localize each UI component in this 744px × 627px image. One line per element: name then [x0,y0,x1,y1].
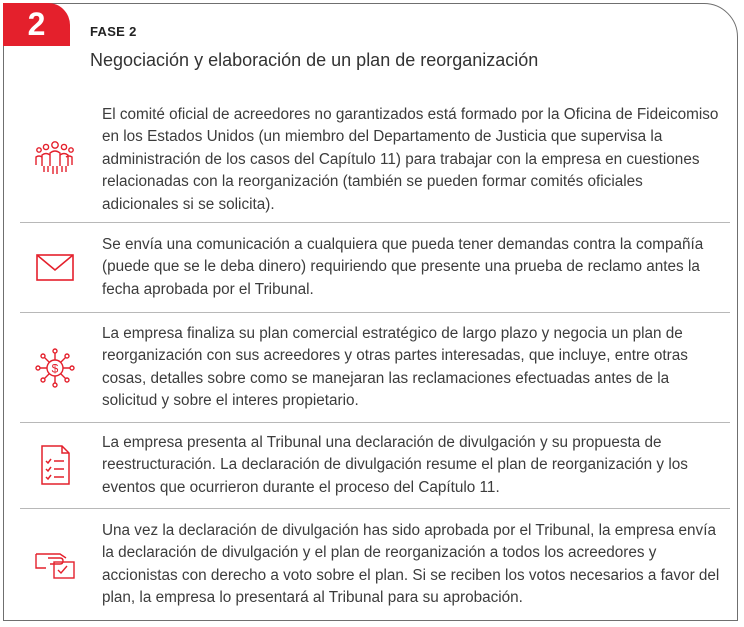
svg-text:$: $ [51,361,59,376]
divider [20,508,730,509]
section-text: La empresa presenta al Tribunal una declaración de divulgación y su propuesta de reestructuración. La declaración de divulgación resume el plan de reorganización y los eventos que ocurrieron durante el proceso del Capítulo 11. [102,434,688,496]
envelope-icon [34,246,76,288]
page-title: Negociación y elaboración de un plan de reorganización [90,50,539,70]
dollar-network-icon [34,347,76,389]
section-text: La empresa finaliza su plan comercial estratégico de largo plazo y negocia un plan de reorganización con sus acreedores y otras partes interesadas, que incluye, entre otras cosas, detalles sobre como se manejaran las reclamaciones efectuadas antes de la solicitud y sobre el interes propietario. [102,325,688,410]
phase-label: FASE 2 [90,24,137,39]
section-text: Se envía una comunicación a cualquiera que pueda tener demandas contra la compañía (puede que se le deba dinero) requiriendo que presente una prueba de reclamo antes la fecha aprobada por el Tribunal. [102,236,704,298]
committee-people-icon [34,136,76,178]
divider [20,312,730,313]
section-text: El comité oficial de acreedores no garantizados está formado por la Oficina de Fideicomiso en los Estados Unidos (un miembro del Departamento de Justicia que supervisa la administración de los casos del Capítulo 11) para trabajar con la empresa en cuestiones relacionadas con la reorganización (también se pueden formar comités oficiales adicionales si se solicita). [102,106,719,213]
divider [20,422,730,423]
phase-number-badge: 2 [3,3,70,46]
section-text: Una vez la declaración de divulgación has sido aprobada por el Tribunal, la empresa envía la declaración de divulgación y el plan de reorganización a todos los acreedores y accionistas con derecho a voto sobre el plan. Si se reciben los votos necesarios a favor del plan, la empresa lo presentará al Tribunal para su aprobación. [102,522,720,607]
checklist-document-icon [34,444,76,486]
divider [20,222,730,223]
hand-ballot-icon [34,542,76,584]
